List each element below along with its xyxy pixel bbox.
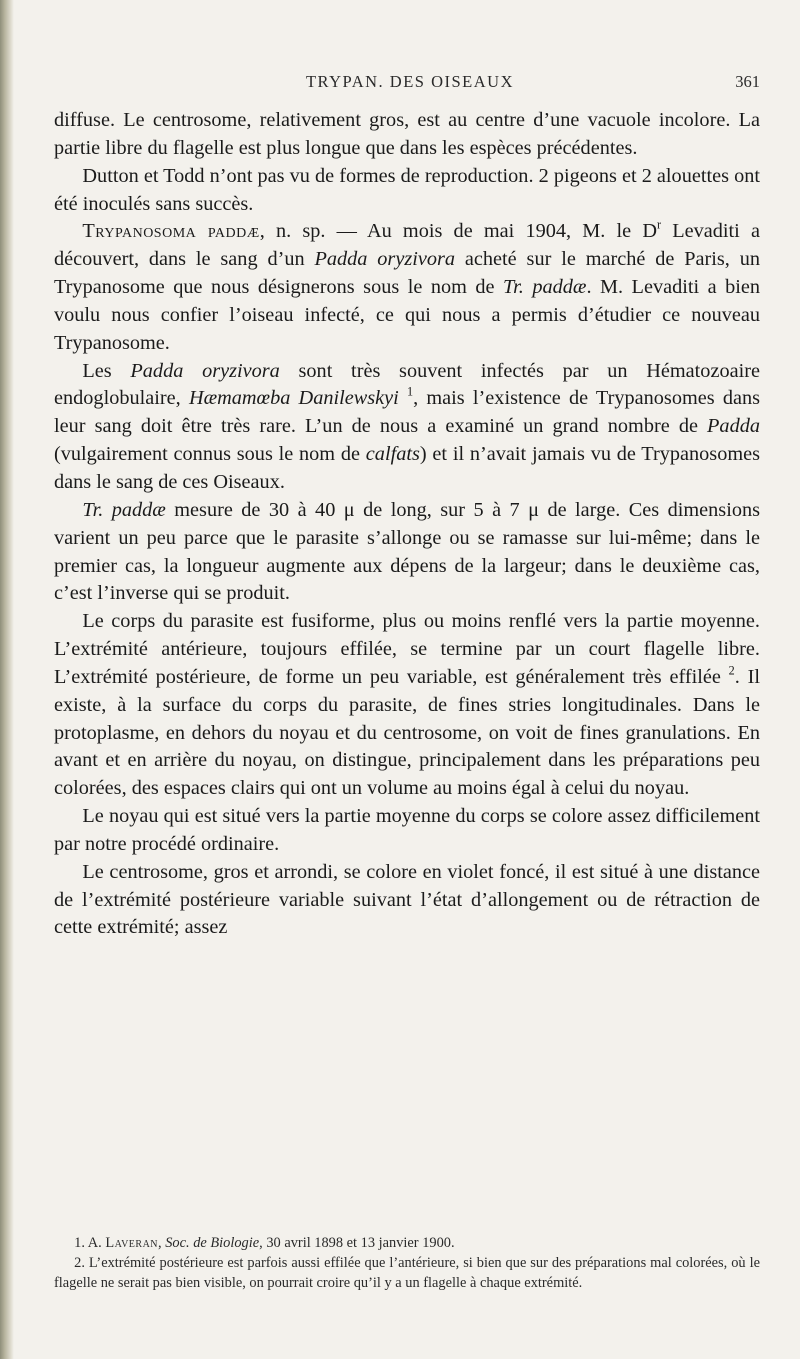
text-run: sont très souvent infectés par un Hématozoaire endoglobulaire, <box>54 359 760 410</box>
text-run: Levaditi a découvert, dans le sang d’un <box>54 220 760 271</box>
text-run: mesure de 30 à 40 μ de long, sur 5 à 7 μ de large. Ces dimensions varient un peu parce que le parasite s’allonge ou se ramasse sur lui-même; dans le premier cas, la longueur augmente aux dépens de la largeur; dans le deuxième cas, c’est l’inverse qui se produit. <box>54 498 760 605</box>
paragraph <box>54 107 760 163</box>
italic-run: Padda oryzivora <box>314 248 456 271</box>
footnotes <box>54 1234 760 1293</box>
text-run: 1. A. <box>74 1235 106 1251</box>
italic-run: Tr. paddæ <box>502 276 587 299</box>
text-run: 2. L’extrémité postérieure est parfois aussi effilée que l’antérieure, si bien que sur des préparations mal colorées, où le flagelle ne serait pas bien visible, on pourrait croire qu’il y a un flagelle à chaque extrémité. <box>54 1254 760 1291</box>
paragraph <box>54 358 760 497</box>
italic-run: Hæmamœba Danilewskyi <box>188 387 399 410</box>
italic-run: Soc. de Biologie <box>165 1235 260 1251</box>
paragraph <box>54 608 760 803</box>
text-run: . Il existe, à la surface du corps du parasite, de fines stries longitudinales. Dans le protoplasme, en dehors du noyau et du centrosome, on voit de fines granulations. En avant et en arrière du noyau, on distingue, principalement dans les préparations peu colorées, des espaces clairs qui ont un volume au moins égal à celui du noyau. <box>54 665 760 800</box>
text-run: (vulgairement connus sous le nom de <box>54 443 366 466</box>
running-title: TRYPAN. DES OISEAUX <box>305 72 515 91</box>
small-caps-run: Trypanosoma paddæ <box>82 220 260 243</box>
paragraph <box>54 803 760 859</box>
italic-run: Tr. paddæ <box>82 498 166 521</box>
superscript: 1 <box>407 384 414 399</box>
paragraph <box>54 218 760 357</box>
body-text <box>54 107 760 942</box>
paragraph <box>54 859 760 943</box>
small-caps-run: Laveran <box>105 1235 159 1251</box>
text-run: diffuse. Le centrosome, relativement gros, est au centre d’une vacuole incolore. La partie libre du flagelle est plus longue que dans les espèces précédentes. <box>54 109 760 159</box>
italic-run: calfats <box>365 443 420 466</box>
page-binding-edge <box>0 0 14 1359</box>
text-run: Le corps du parasite est fusiforme, plus ou moins renflé vers la partie moyenne. L’extrémité antérieure, toujours effilée, se termine par un court flagelle libre. L’extrémité postérieure, de forme un peu variable, est généralement très effilée <box>54 610 760 688</box>
superscript: r <box>657 217 662 232</box>
footnote <box>54 1254 760 1294</box>
page-number: 361 <box>735 72 760 91</box>
text-run: Le noyau qui est situé vers la partie moyenne du corps se colore assez difficilement par notre procédé ordinaire. <box>54 805 760 855</box>
superscript: 2 <box>728 663 735 678</box>
italic-run: Padda oryzivora <box>130 359 280 382</box>
text-run: , <box>158 1235 166 1251</box>
text-run: Dutton et Todd n’ont pas vu de formes de reproduction. 2 pigeons et 2 alouettes ont été inoculés sans succès. <box>54 164 760 215</box>
text-run: , mais l’existence de Trypanosomes dans leur sang doit être très rare. L’un de nous a examiné un grand nombre de <box>54 387 761 438</box>
text-run: Le centrosome, gros et arrondi, se colore en violet foncé, il est situé à une distance de l’extrémité postérieure variable suivant l’état d’allongement ou de rétraction de cette extrémité; assez <box>54 860 760 939</box>
paragraph <box>54 497 760 608</box>
text-run: acheté sur le marché de Paris, un Trypanosome que nous désignerons sous le nom de <box>54 248 760 299</box>
page-header <box>60 72 760 98</box>
paragraph <box>54 163 760 219</box>
text-run: ) et il n’avait jamais vu de Trypanosomes dans le sang de ces Oiseaux. <box>54 443 761 493</box>
italic-run: Padda <box>707 415 760 438</box>
text-run: , 30 avril 1898 et 13 janvier 1900. <box>259 1235 455 1251</box>
text-run: . M. Levaditi a bien voulu nous confier l’oiseau infecté, ce qui nous a permis d’étudier ce nouveau Trypanosome. <box>54 276 761 354</box>
text-run: , n. sp. — Au mois de mai 1904, M. le D <box>259 220 657 243</box>
footnote <box>54 1234 760 1254</box>
text-run: Les <box>82 359 131 382</box>
text-run <box>399 387 407 409</box>
